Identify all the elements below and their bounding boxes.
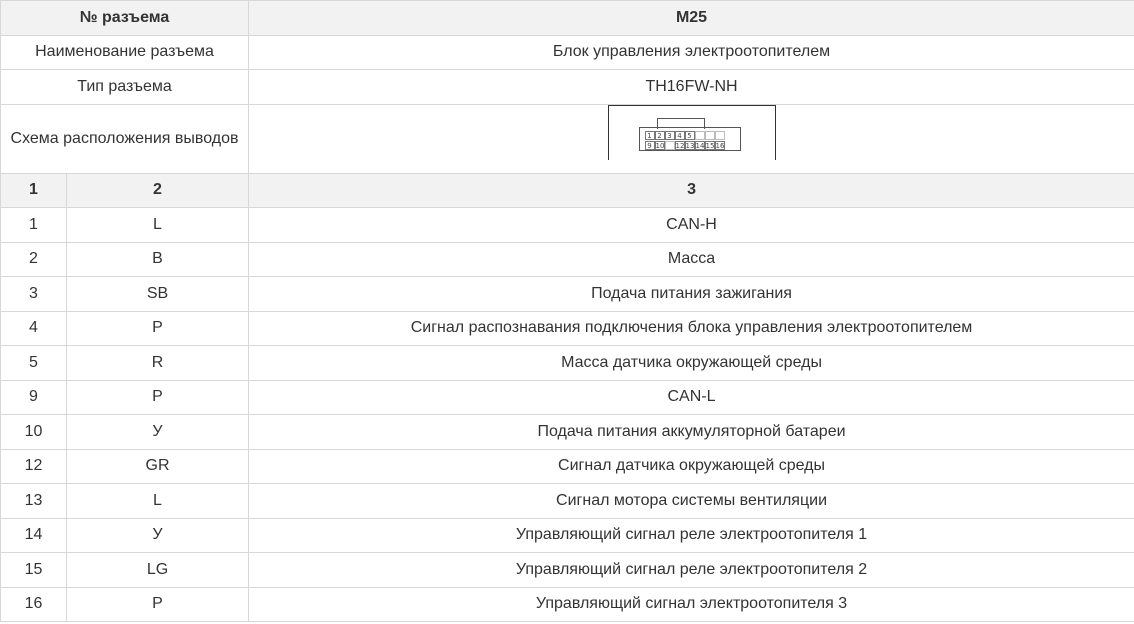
info-value: Блок управления электроотопителем <box>249 35 1134 70</box>
connector-pin <box>695 131 705 140</box>
table-row <box>1 415 1134 450</box>
pin-number: 15 <box>1 553 67 588</box>
connector-pin <box>715 131 725 140</box>
column-header: 3 <box>249 173 1134 208</box>
column-header-row <box>1 173 1134 208</box>
table-row <box>1 311 1134 346</box>
pin-number: 1 <box>1 208 67 243</box>
pin-number: 14 <box>1 518 67 553</box>
connector-pin: 15 <box>705 141 715 150</box>
wire-color: У <box>67 518 249 553</box>
connector-pin <box>705 131 715 140</box>
connector-pin: 1 <box>645 131 655 140</box>
wire-color: L <box>67 208 249 243</box>
wire-color: B <box>67 242 249 277</box>
pin-rows <box>1 208 1134 622</box>
wire-color: LG <box>67 553 249 588</box>
connector-pin: 12 <box>675 141 685 150</box>
info-label: Наименование разъема <box>1 35 249 70</box>
pin-description: Управляющий сигнал реле электроотопителя 1 <box>249 518 1134 553</box>
pin-description: Масса <box>249 242 1134 277</box>
connector-pin: 3 <box>665 131 675 140</box>
table-row <box>1 380 1134 415</box>
pin-description: CAN-L <box>249 380 1134 415</box>
table-row <box>1 449 1134 484</box>
pin-row-bottom <box>645 141 725 150</box>
schema-row <box>1 104 1134 173</box>
connector-number-value: M25 <box>249 1 1134 36</box>
table-row <box>1 587 1134 622</box>
wire-color: P <box>67 311 249 346</box>
info-label: Тип разъема <box>1 70 249 105</box>
info-row <box>1 70 1134 105</box>
connector-pin: 16 <box>715 141 725 150</box>
pin-description: Управляющий сигнал электроотопителя 3 <box>249 587 1134 622</box>
info-value: TH16FW-NH <box>249 70 1134 105</box>
pin-description: Сигнал мотора системы вентиляции <box>249 484 1134 519</box>
pin-number: 4 <box>1 311 67 346</box>
pin-description: Управляющий сигнал реле электроотопителя 2 <box>249 553 1134 588</box>
pin-number: 12 <box>1 449 67 484</box>
table-row <box>1 518 1134 553</box>
schema-cell <box>249 104 1134 173</box>
schema-label: Схема расположения выводов <box>1 104 249 173</box>
table-row <box>1 208 1134 243</box>
pin-description: Сигнал датчика окружающей среды <box>249 449 1134 484</box>
pin-number: 16 <box>1 587 67 622</box>
connector-pin: 9 <box>645 141 655 150</box>
wire-color: P <box>67 587 249 622</box>
table-row <box>1 484 1134 519</box>
connector-diagram <box>608 105 776 160</box>
wire-color: GR <box>67 449 249 484</box>
pin-description: Масса датчика окружающей среды <box>249 346 1134 381</box>
pin-number: 13 <box>1 484 67 519</box>
pin-description: CAN-H <box>249 208 1134 243</box>
pin-number: 5 <box>1 346 67 381</box>
table-row <box>1 277 1134 312</box>
connector-pin: 13 <box>685 141 695 150</box>
pin-number: 9 <box>1 380 67 415</box>
wire-color: SB <box>67 277 249 312</box>
pin-number: 3 <box>1 277 67 312</box>
connector-pin: 2 <box>655 131 665 140</box>
connector-pin: 14 <box>695 141 705 150</box>
wire-color: R <box>67 346 249 381</box>
pin-row-top <box>645 131 725 140</box>
table-row <box>1 242 1134 277</box>
pin-number: 10 <box>1 415 67 450</box>
table-header-row <box>1 1 1134 36</box>
pin-description: Сигнал распознавания подключения блока управления электроотопителем <box>249 311 1134 346</box>
connector-pin <box>665 141 675 150</box>
wire-color: L <box>67 484 249 519</box>
connector-pin: 5 <box>685 131 695 140</box>
pin-description: Подача питания зажигания <box>249 277 1134 312</box>
table-row <box>1 346 1134 381</box>
info-row <box>1 35 1134 70</box>
wire-color: P <box>67 380 249 415</box>
wire-color: У <box>67 415 249 450</box>
table-row <box>1 553 1134 588</box>
pin-description: Подача питания аккумуляторной батареи <box>249 415 1134 450</box>
column-header: 2 <box>67 173 249 208</box>
connector-pin: 10 <box>655 141 665 150</box>
connector-pin: 4 <box>675 131 685 140</box>
connector-number-label: № разъема <box>1 1 249 36</box>
pin-number: 2 <box>1 242 67 277</box>
column-header: 1 <box>1 173 67 208</box>
